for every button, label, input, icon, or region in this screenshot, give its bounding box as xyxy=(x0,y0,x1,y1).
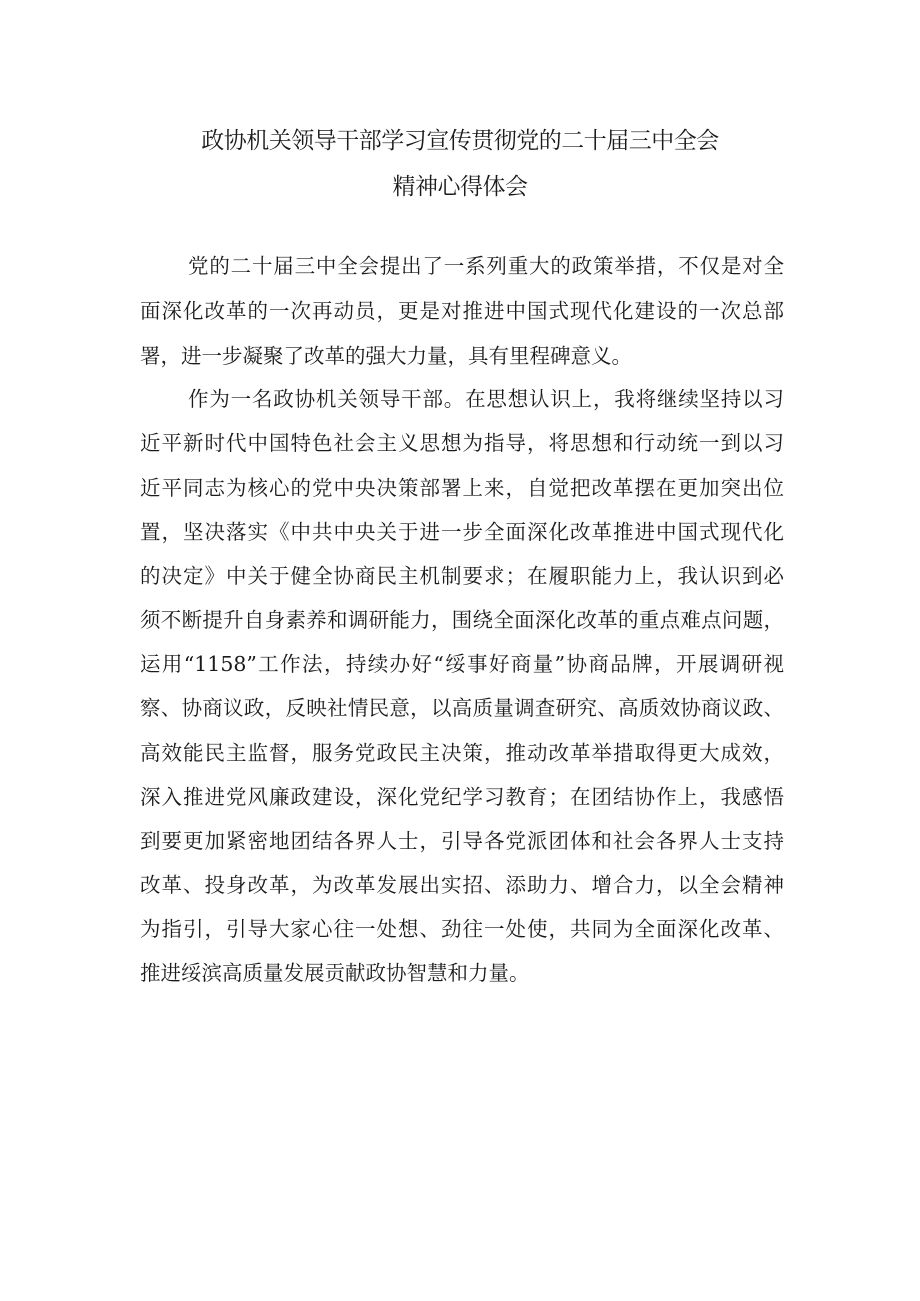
paragraph-2-line-3: 近平同志为核心的党中央决策部署上来，自觉把改革摆在更加突出位 xyxy=(140,476,784,500)
paragraph-1-line-3: 署，进一步凝聚了改革的强大力量，具有里程碑意义。 xyxy=(140,344,632,368)
paragraph-2-line-12: 改革、投身改革，为改革发展出实招、添助力、增合力，以全会精神 xyxy=(140,873,784,897)
paragraph-2-line-2: 近平新时代中国特色社会主义思想为指导，将思想和行动统一到以习 xyxy=(140,431,784,455)
paragraph-2-line-10: 深入推进党风廉政建设，深化党纪学习教育；在团结协作上，我感悟 xyxy=(140,785,784,809)
paragraph-2-line-7: 运用“1158”工作法，持续办好“绥事好商量”协商品牌，开展调研视 xyxy=(140,652,784,676)
paragraph-2-line-6: 须不断提升自身素养和调研能力，围绕全面深化改革的重点难点问题， xyxy=(140,608,784,632)
paragraph-2-line-1: 作为一名政协机关领导干部。在思想认识上，我将继续坚持以习 xyxy=(188,387,784,411)
paragraph-2-line-4: 置，坚决落实《中共中央关于进一步全面深化改革推进中国式现代化 xyxy=(140,520,784,544)
paragraph-2-line-13: 为指引，引导大家心往一处想、劲往一处使，共同为全面深化改革、 xyxy=(140,917,784,941)
paragraph-1-line-2: 面深化改革的一次再动员，更是对推进中国式现代化建设的一次总部 xyxy=(140,299,784,323)
paragraph-2-line-5: 的决定》中关于健全协商民主机制要求；在履职能力上，我认识到必 xyxy=(140,564,784,588)
document-title-line-2: 精神心得体会 xyxy=(392,174,528,200)
paragraph-2-line-14: 推进绥滨高质量发展贡献政协智慧和力量。 xyxy=(140,961,530,985)
paragraph-2-line-8: 察、协商议政，反映社情民意，以高质量调查研究、高质效协商议政、 xyxy=(140,696,784,720)
paragraph-1-line-1: 党的二十届三中全会提出了一系列重大的政策举措，不仅是对全 xyxy=(188,254,784,278)
document-title-line-1: 政协机关领导干部学习宣传贯彻党的二十届三中全会 xyxy=(201,128,719,154)
paragraph-2-line-11: 到要更加紧密地团结各界人士，引导各党派团体和社会各界人士支持 xyxy=(140,829,784,853)
paragraph-2-line-9: 高效能民主监督，服务党政民主决策，推动改革举措取得更大成效， xyxy=(140,741,784,765)
